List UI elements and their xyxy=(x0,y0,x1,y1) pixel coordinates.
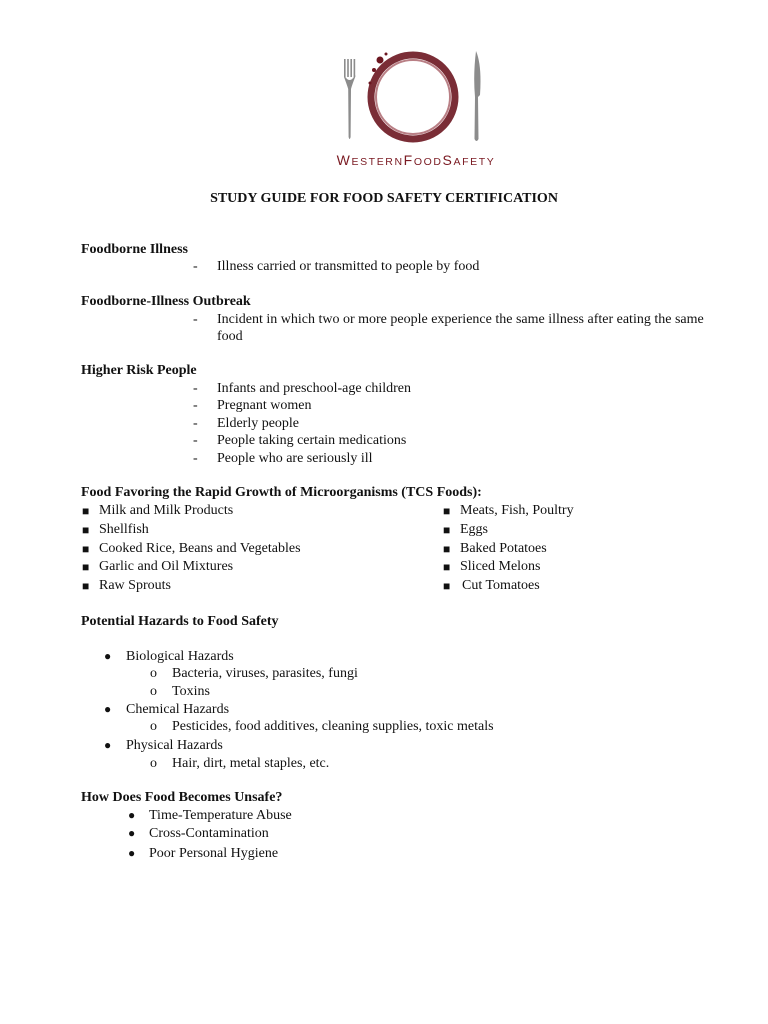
list-item: Poor Personal Hygiene xyxy=(149,846,279,861)
square-bullet-icon: ■ xyxy=(443,523,451,537)
bullet-dot-icon: ● xyxy=(104,649,112,663)
tcs-left-item: Milk and Milk Products xyxy=(99,503,234,518)
hazard-subitem: Hair, dirt, metal staples, etc. xyxy=(172,756,330,771)
tcs-left-item: Cooked Rice, Beans and Vegetables xyxy=(99,541,301,556)
hazard-category: Chemical Hazards xyxy=(126,702,230,717)
dash-marker: - xyxy=(193,433,198,448)
tcs-left-item: Garlic and Oil Mixtures xyxy=(99,559,234,574)
list-item: People taking certain medications xyxy=(217,433,407,448)
circle-bullet-icon: o xyxy=(150,666,157,681)
dash-marker: - xyxy=(193,416,198,431)
square-bullet-icon: ■ xyxy=(443,504,451,518)
tcs-foods-heading: Food Favoring the Rapid Growth of Microorganisms (TCS Foods): xyxy=(81,485,482,500)
square-bullet-icon: ■ xyxy=(443,542,451,556)
dash-marker: - xyxy=(193,312,198,327)
list-item: People who are seriously ill xyxy=(217,451,373,466)
square-bullet-icon: ■ xyxy=(82,579,90,593)
circle-bullet-icon: o xyxy=(150,684,157,699)
tcs-right-item: Cut Tomatoes xyxy=(462,578,540,593)
outbreak-heading: Foodborne-Illness Outbreak xyxy=(81,294,251,309)
square-bullet-icon: ■ xyxy=(82,542,90,556)
dash-marker: - xyxy=(193,451,198,466)
western-food-safety-logo xyxy=(330,45,495,175)
list-item: Pregnant women xyxy=(217,398,312,413)
square-bullet-icon: ■ xyxy=(82,504,90,518)
bullet-dot-icon: ● xyxy=(104,738,112,752)
square-bullet-icon: ■ xyxy=(443,560,451,574)
dash-marker: - xyxy=(193,381,198,396)
list-item: Infants and preschool-age children xyxy=(217,381,411,396)
circle-bullet-icon: o xyxy=(150,756,157,771)
hazard-subitem: Toxins xyxy=(172,684,210,699)
list-item: Time-Temperature Abuse xyxy=(149,808,292,823)
dash-marker: - xyxy=(193,259,198,274)
tcs-right-item: Eggs xyxy=(460,522,488,537)
bullet-dot-icon: ● xyxy=(104,702,112,716)
hazard-category: Biological Hazards xyxy=(126,649,234,664)
list-item: Incident in which two or more people experience the same illness after eating the same xyxy=(217,312,704,327)
list-item: Elderly people xyxy=(217,416,300,431)
square-bullet-icon: ■ xyxy=(82,560,90,574)
plate-fork-knife-icon xyxy=(330,45,495,155)
dash-marker: - xyxy=(193,398,198,413)
page-title: STUDY GUIDE FOR FOOD SAFETY CERTIFICATION xyxy=(210,191,558,206)
hazards-heading: Potential Hazards to Food Safety xyxy=(81,614,279,629)
hazard-subitem: Bacteria, viruses, parasites, fungi xyxy=(172,666,358,681)
tcs-left-item: Shellfish xyxy=(99,522,149,537)
brand-name: WESTERNFOODSAFETY xyxy=(336,152,496,168)
circle-bullet-icon: o xyxy=(150,719,157,734)
list-item-continuation: food xyxy=(217,329,243,344)
higher-risk-heading: Higher Risk People xyxy=(81,363,197,378)
bullet-dot-icon: ● xyxy=(128,846,136,860)
hazard-category: Physical Hazards xyxy=(126,738,223,753)
tcs-right-item: Sliced Melons xyxy=(460,559,541,574)
unsafe-heading: How Does Food Becomes Unsafe? xyxy=(81,790,283,805)
bullet-dot-icon: ● xyxy=(128,808,136,822)
tcs-right-item: Baked Potatoes xyxy=(460,541,547,556)
list-item: Illness carried or transmitted to people by food xyxy=(217,259,480,274)
tcs-left-item: Raw Sprouts xyxy=(99,578,171,593)
hazard-subitem: Pesticides, food additives, cleaning supplies, toxic metals xyxy=(172,719,494,734)
foodborne-illness-heading: Foodborne Illness xyxy=(81,242,188,257)
list-item: Cross-Contamination xyxy=(149,826,269,841)
square-bullet-icon: ■ xyxy=(82,523,90,537)
bullet-dot-icon: ● xyxy=(128,826,136,840)
tcs-right-item: Meats, Fish, Poultry xyxy=(460,503,574,518)
square-bullet-icon: ■ xyxy=(443,579,451,593)
